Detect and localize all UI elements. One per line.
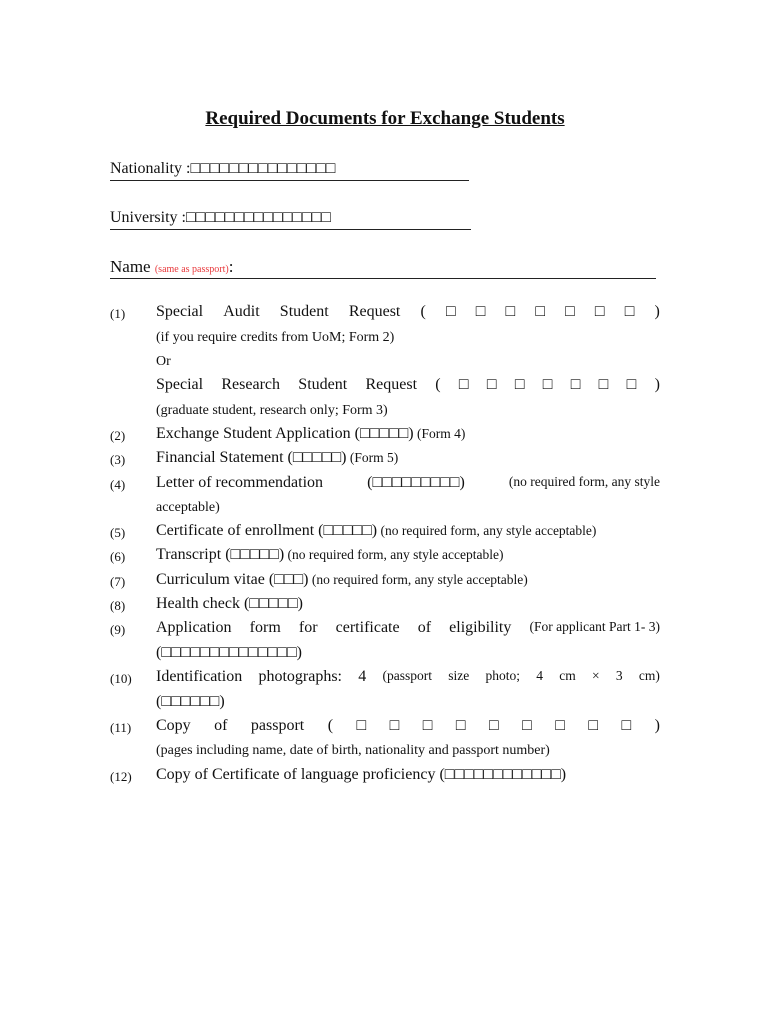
word: 3 [615,668,623,683]
item-number: (9) [110,622,126,637]
word: Special [156,376,204,393]
item-number: (7) [110,574,126,589]
item-number: (12) [110,769,132,784]
item-number: (11) [110,720,132,735]
word: Student [279,303,329,320]
word: 4 [536,668,543,683]
item-note: (no required form, any style [508,474,660,489]
word: □ [522,717,532,734]
item-number: (2) [110,428,126,443]
word: □ [445,303,456,320]
item-title: Copy of Certificate of language proficiency (□□□□□□□□□□□□) [156,766,567,783]
word: Identification [156,668,243,685]
word: □ [598,376,609,393]
item-number: (10) [110,671,132,686]
word: of [214,717,228,734]
word: size [448,668,470,683]
word: □ [505,303,516,320]
word: Request [365,376,418,393]
word: □ [455,717,466,734]
word: Request [348,303,401,320]
word: □ [565,303,575,320]
word: photographs: [258,668,342,685]
item-title [156,717,660,735]
item-title [156,376,660,394]
word: □ [594,303,605,320]
item-title [156,619,660,637]
word: (passport [382,668,432,683]
item-note: (no required form, any style acceptable) [284,547,504,562]
word: □ [356,717,367,734]
word: Copy [156,717,191,734]
name-note: (same as passport) [154,264,229,275]
word: of [417,619,432,636]
item-title [156,303,660,321]
item-subnote: (if you require credits from UoM; Form 2) [156,330,395,345]
word: photo; [485,668,520,683]
word: □ [621,717,632,734]
nationality-placeholder: □□□□□□□□□□□□□□□ [190,160,336,177]
item-main: Transcript (□□□□□) [156,546,285,563]
university-label: University : [110,209,186,226]
item-main: Financial Statement (□□□□□) [156,449,347,466]
word: × [592,668,600,683]
item-title [156,546,660,564]
document-title: Required Documents for Exchange Students [205,108,565,129]
word: □ [458,376,469,393]
word: Research [221,376,281,393]
item-main: Exchange Student Application (□□□□□) [156,425,414,442]
word: ) [654,717,660,734]
word: □ [488,717,499,734]
word: □ [535,303,545,320]
item-main: Letter of recommendation [156,474,324,491]
word: passport [250,717,305,734]
university-field[interactable] [110,207,471,230]
word: eligibility [449,619,512,636]
item-title [156,474,660,492]
word: □ [588,717,599,734]
nationality-label: Nationality : [110,160,191,177]
word: □ [626,376,637,393]
item-note: (Form 4) [413,426,466,441]
item-title [156,522,660,540]
word: □ [475,303,486,320]
word: □ [514,376,525,393]
item-title [156,425,660,443]
item-number: (5) [110,525,126,540]
item-subnote: (pages including name, date of birth, nationality and passport number) [156,743,550,758]
item-number: (3) [110,452,126,467]
item-main: Curriculum vitae (□□□) [156,571,309,588]
word: cm) [638,668,660,683]
word: □ [570,376,581,393]
item-number: (6) [110,549,126,564]
item-note: (no required form, any style acceptable) [377,523,597,538]
word: □ [624,303,635,320]
item-main: Certificate of enrollment (□□□□□) [156,522,378,539]
item-note: (no required form, any style acceptable) [308,572,528,587]
item-title [156,668,660,686]
word: □ [555,717,565,734]
item-number: (1) [110,306,126,321]
name-label: Name [110,257,151,276]
item-note: (Form 5) [346,450,399,465]
word: □ [389,717,400,734]
item-subnote: (graduate student, research only; Form 3) [156,403,388,418]
or-text: Or [156,354,171,369]
item-number: (8) [110,598,126,613]
word: form [249,619,281,636]
word: Student [298,376,348,393]
word: ( [420,303,426,320]
word: Application [156,619,232,636]
word: certificate [335,619,400,636]
item-title [156,449,660,467]
name-colon: : [228,257,234,276]
item-continuation: acceptable) [156,500,220,515]
item-number: (4) [110,477,126,492]
word: ) [654,376,660,393]
word: □ [422,717,433,734]
word: cm [559,668,576,683]
word: Audit [223,303,260,320]
item-continuation: (□□□□□□□□□□□□□□) [156,644,302,661]
word: Special [156,303,204,320]
word: ) [654,303,660,320]
word: □ [542,376,553,393]
item-continuation: (□□□□□□) [156,693,225,710]
name-field[interactable] [110,256,656,279]
nationality-field[interactable] [110,158,469,181]
item-title: Health check (□□□□□) [156,595,303,612]
word: 4 [358,668,367,685]
item-note: (For applicant Part 1- 3) [529,619,660,634]
university-placeholder: □□□□□□□□□□□□□□□ [186,209,331,226]
word: ( [435,376,441,393]
word: ( [327,717,334,734]
word: □ [486,376,497,393]
item-boxes: (□□□□□□□□□) [367,474,465,491]
item-title [156,571,660,589]
word: for [298,619,318,636]
